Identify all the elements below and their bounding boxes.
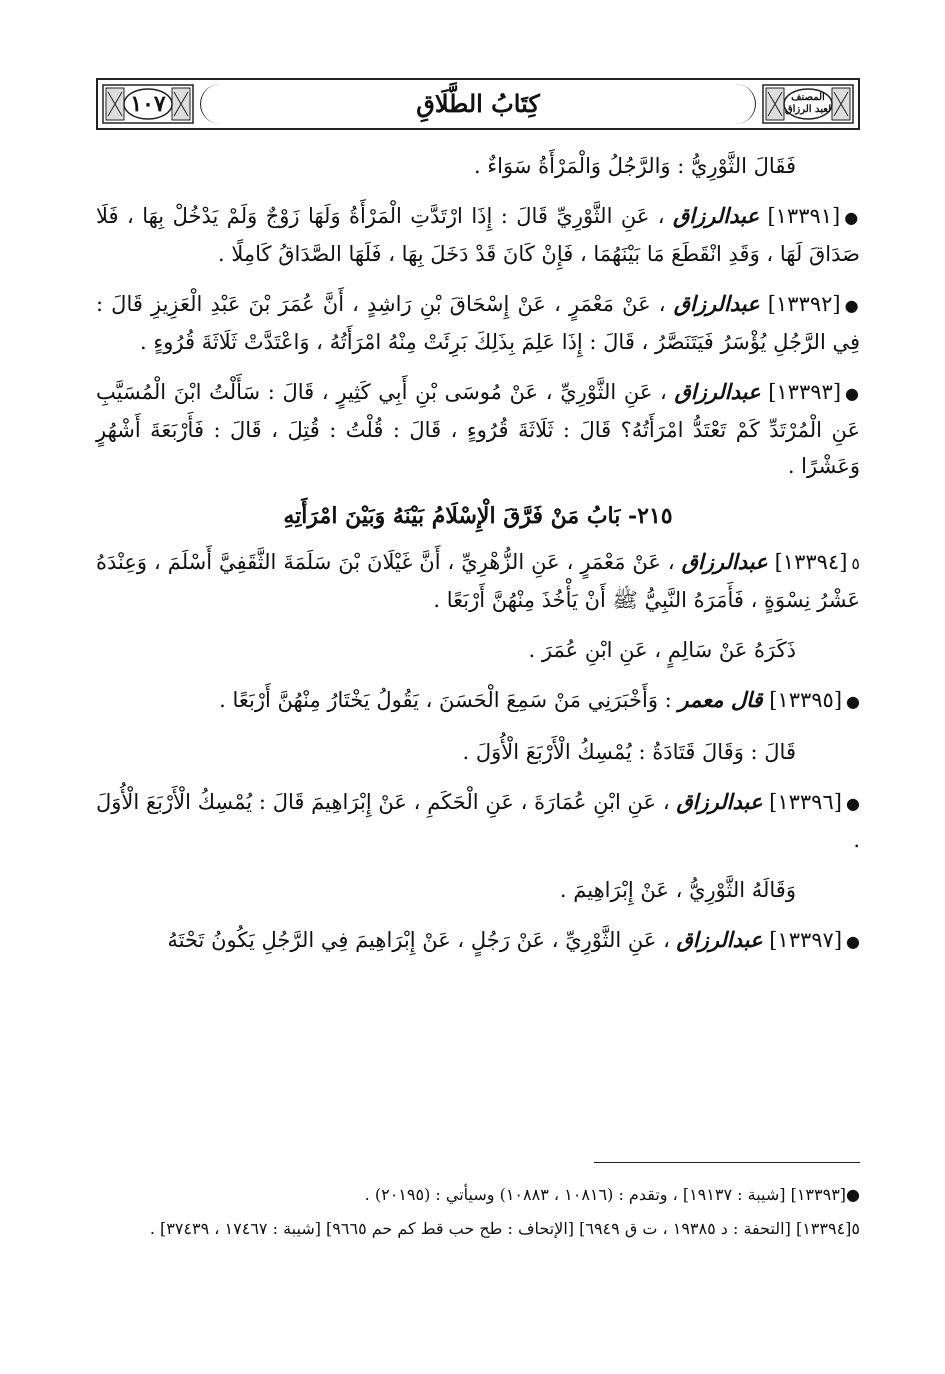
hadith-source: عبدالرزاق [676, 789, 763, 814]
main-text [96, 148, 860, 974]
page-number: ١٠٧ [130, 91, 166, 117]
hadith-text: ، عَنِ الثَّوْرِيِّ ، عَنْ مُوسَى بْنِ أَبِي كَثِيرٍ ، قَالَ : سَأَلْتُ ابْنَ الْمُسَيَّبِ عَنِ الْمُرْتَدِّ كَمْ تَعْتَدُّ امْرَأَتُهُ؟ قَالَ : ثَلَاثَةَ قُرُوءٍ ، قَالَ : قُلْتُ : قُتِلَ ، قَالَ : فَأَرْبَعَةَ أَشْهُرٍ وَعَشْرًا . [96, 380, 860, 478]
hadith-13394 [96, 544, 860, 618]
hadith-13396 [96, 784, 860, 858]
note-text: قَالَ : وَقَالَ قَتَادَةُ : يُمْسِكُ الْأَرْبَعَ الْأُوَلَ . [462, 740, 796, 764]
paragraph-0 [96, 148, 860, 184]
page-header [96, 78, 860, 130]
hadith-number: [١٣٣٩٧] [769, 928, 843, 952]
bullet-marker: ● [846, 692, 860, 711]
footnote-divider [594, 1162, 860, 1163]
hadith-source: عبدالرزاق [681, 549, 768, 574]
hadith-text: ، عَنْ مَعْمَرٍ ، عَنِ الزُّهْرِيِّ ، أَنَّ غَيْلَانَ بْنَ سَلَمَةَ الثَّقَفِيَّ أَسْلَمَ ، وَعِنْدَهُ عَشْرُ نِسْوَةٍ ، فَأَمَرَهُ النَّبِيُّ ﷺ أَنْ يَأْخُذَ مِنْهُنَّ أَرْبَعًا . [96, 550, 860, 612]
hadith-source: عبدالرزاق [676, 927, 763, 952]
bullet-marker: ● [844, 296, 860, 315]
hadith-13392 [96, 286, 860, 360]
bullet-marker: ● [846, 932, 860, 951]
bullet-marker: ● [845, 384, 860, 403]
footnote-13393: ●[١٣٣٩٣] [شيبة : ١٩١٣٧] ، وتقدم : (١٠٨١٦ ، ١٠٨٨٣) وسيأتي : (٢٠١٩٥) . [364, 1185, 860, 1204]
bullet-marker: ● [845, 794, 860, 813]
footnote-13394: ٥[١٣٣٩٤] [التحفة : د ١٩٣٨٥ ، ت ق ٦٩٤٩] [الإتحاف : طح حب قط كم حم ٩٦٦٥] [شيبة : ١٧٤٦٧ ، ٣٧٤٣٩] . [149, 1219, 860, 1238]
hadith-13397 [96, 922, 860, 960]
paragraph-text: فَقَالَ الثَّوْرِيُّ : وَالرَّجُلُ وَالْمَرْأَةُ سَوَاءٌ . [473, 154, 796, 178]
hadith-number: [١٣٣٩١] [767, 204, 841, 228]
hadith-text: ، عَنِ الثَّوْرِيِّ قَالَ : إِذَا ارْتَدَّتِ الْمَرْأَةُ وَلَهَا زَوْجٌ وَلَمْ يَدْخُلْ بِهَا ، فَلَا صَدَاقَ لَهَا ، وَقَدِ انْقَطَعَ مَا بَيْنَهُمَا ، فَإِنْ كَانَ قَدْ دَخَلَ بِهَا ، فَلَهَا الصَّدَاقُ كَامِلًا . [96, 204, 860, 266]
hadith-13391 [96, 198, 860, 272]
note-paragraph [96, 632, 860, 668]
logo-line-1: المصنف [791, 92, 825, 103]
hadith-text: ، عَنْ مَعْمَرٍ ، عَنْ إِسْحَاقَ بْنِ رَاشِدٍ ، أَنَّ عُمَرَ بْنَ عَبْدِ الْعَزِيزِ قَالَ : فِي الرَّجُلِ يُؤْسَرُ فَيَتَنَصَّرُ ، قَالَ : إِذَا عَلِمَ بِذَلِكَ بَرِئَتْ مِنْهُ امْرَأَتُهُ ، وَاعْتَدَّتْ ثَلَاثَةَ قُرُوءٍ . [96, 292, 860, 354]
footnotes [96, 1178, 860, 1246]
logo-line-2: لعبد الرزاق [784, 104, 832, 115]
hadith-text: : وَأَخْبَرَنِي مَنْ سَمِعَ الْحَسَنَ ، يَقُولُ يَخْتَارُ مِنْهُنَّ أَرْبَعًا . [219, 688, 672, 712]
note-text: وَقَالَهُ الثَّوْرِيُّ ، عَنْ إِبْرَاهِيمَ . [559, 878, 796, 902]
page-number-ornament [102, 84, 194, 124]
hadith-13393 [96, 374, 860, 484]
hadith-number: [١٣٣٩٦] [769, 790, 842, 814]
hadith-number: [١٣٣٩٢] [767, 292, 841, 316]
hadith-number: [١٣٣٩٤] [774, 550, 848, 574]
note-text: ذَكَرَهُ عَنْ سَالِمٍ ، عَنِ ابْنِ عُمَرَ . [528, 638, 796, 662]
hadith-source: عبدالرزاق [673, 291, 760, 316]
hadith-source: قال معمر [678, 687, 763, 712]
running-title: كِتَابُ الطَّلَاقِ [200, 84, 756, 124]
hadith-number: [١٣٣٩٣] [768, 380, 842, 404]
hadith-text: ، عَنِ الثَّوْرِيِّ ، عَنْ رَجُلٍ ، عَنْ إِبْرَاهِيمَ فِي الرَّجُلِ يَكُونُ تَحْتَهُ [167, 928, 670, 952]
hadith-text: ، عَنِ ابْنِ عُمَارَةَ ، عَنِ الْحَكَمِ ، عَنْ إِبْرَاهِيمَ قَالَ : يُمْسِكُ الْأَرْبَعَ الْأُوَلَ . [96, 790, 860, 852]
circle-marker: ٥ [851, 554, 860, 573]
logo-ornament [762, 84, 854, 124]
chapter-heading: ٢١٥- بَابُ مَنْ فَرَّقَ الْإِسْلَامُ بَيْنَهُ وَبَيْنَ امْرَأَتِهِ [283, 503, 673, 529]
hadith-source: عبدالرزاق [674, 379, 761, 404]
hadith-13395 [96, 682, 860, 720]
note-paragraph [96, 734, 860, 770]
book-logo [762, 84, 854, 124]
hadith-number: [١٣٣٩٥] [769, 688, 843, 712]
note-paragraph [96, 872, 860, 908]
hadith-source: عبدالرزاق [673, 203, 759, 228]
bullet-marker: ● [844, 208, 860, 227]
